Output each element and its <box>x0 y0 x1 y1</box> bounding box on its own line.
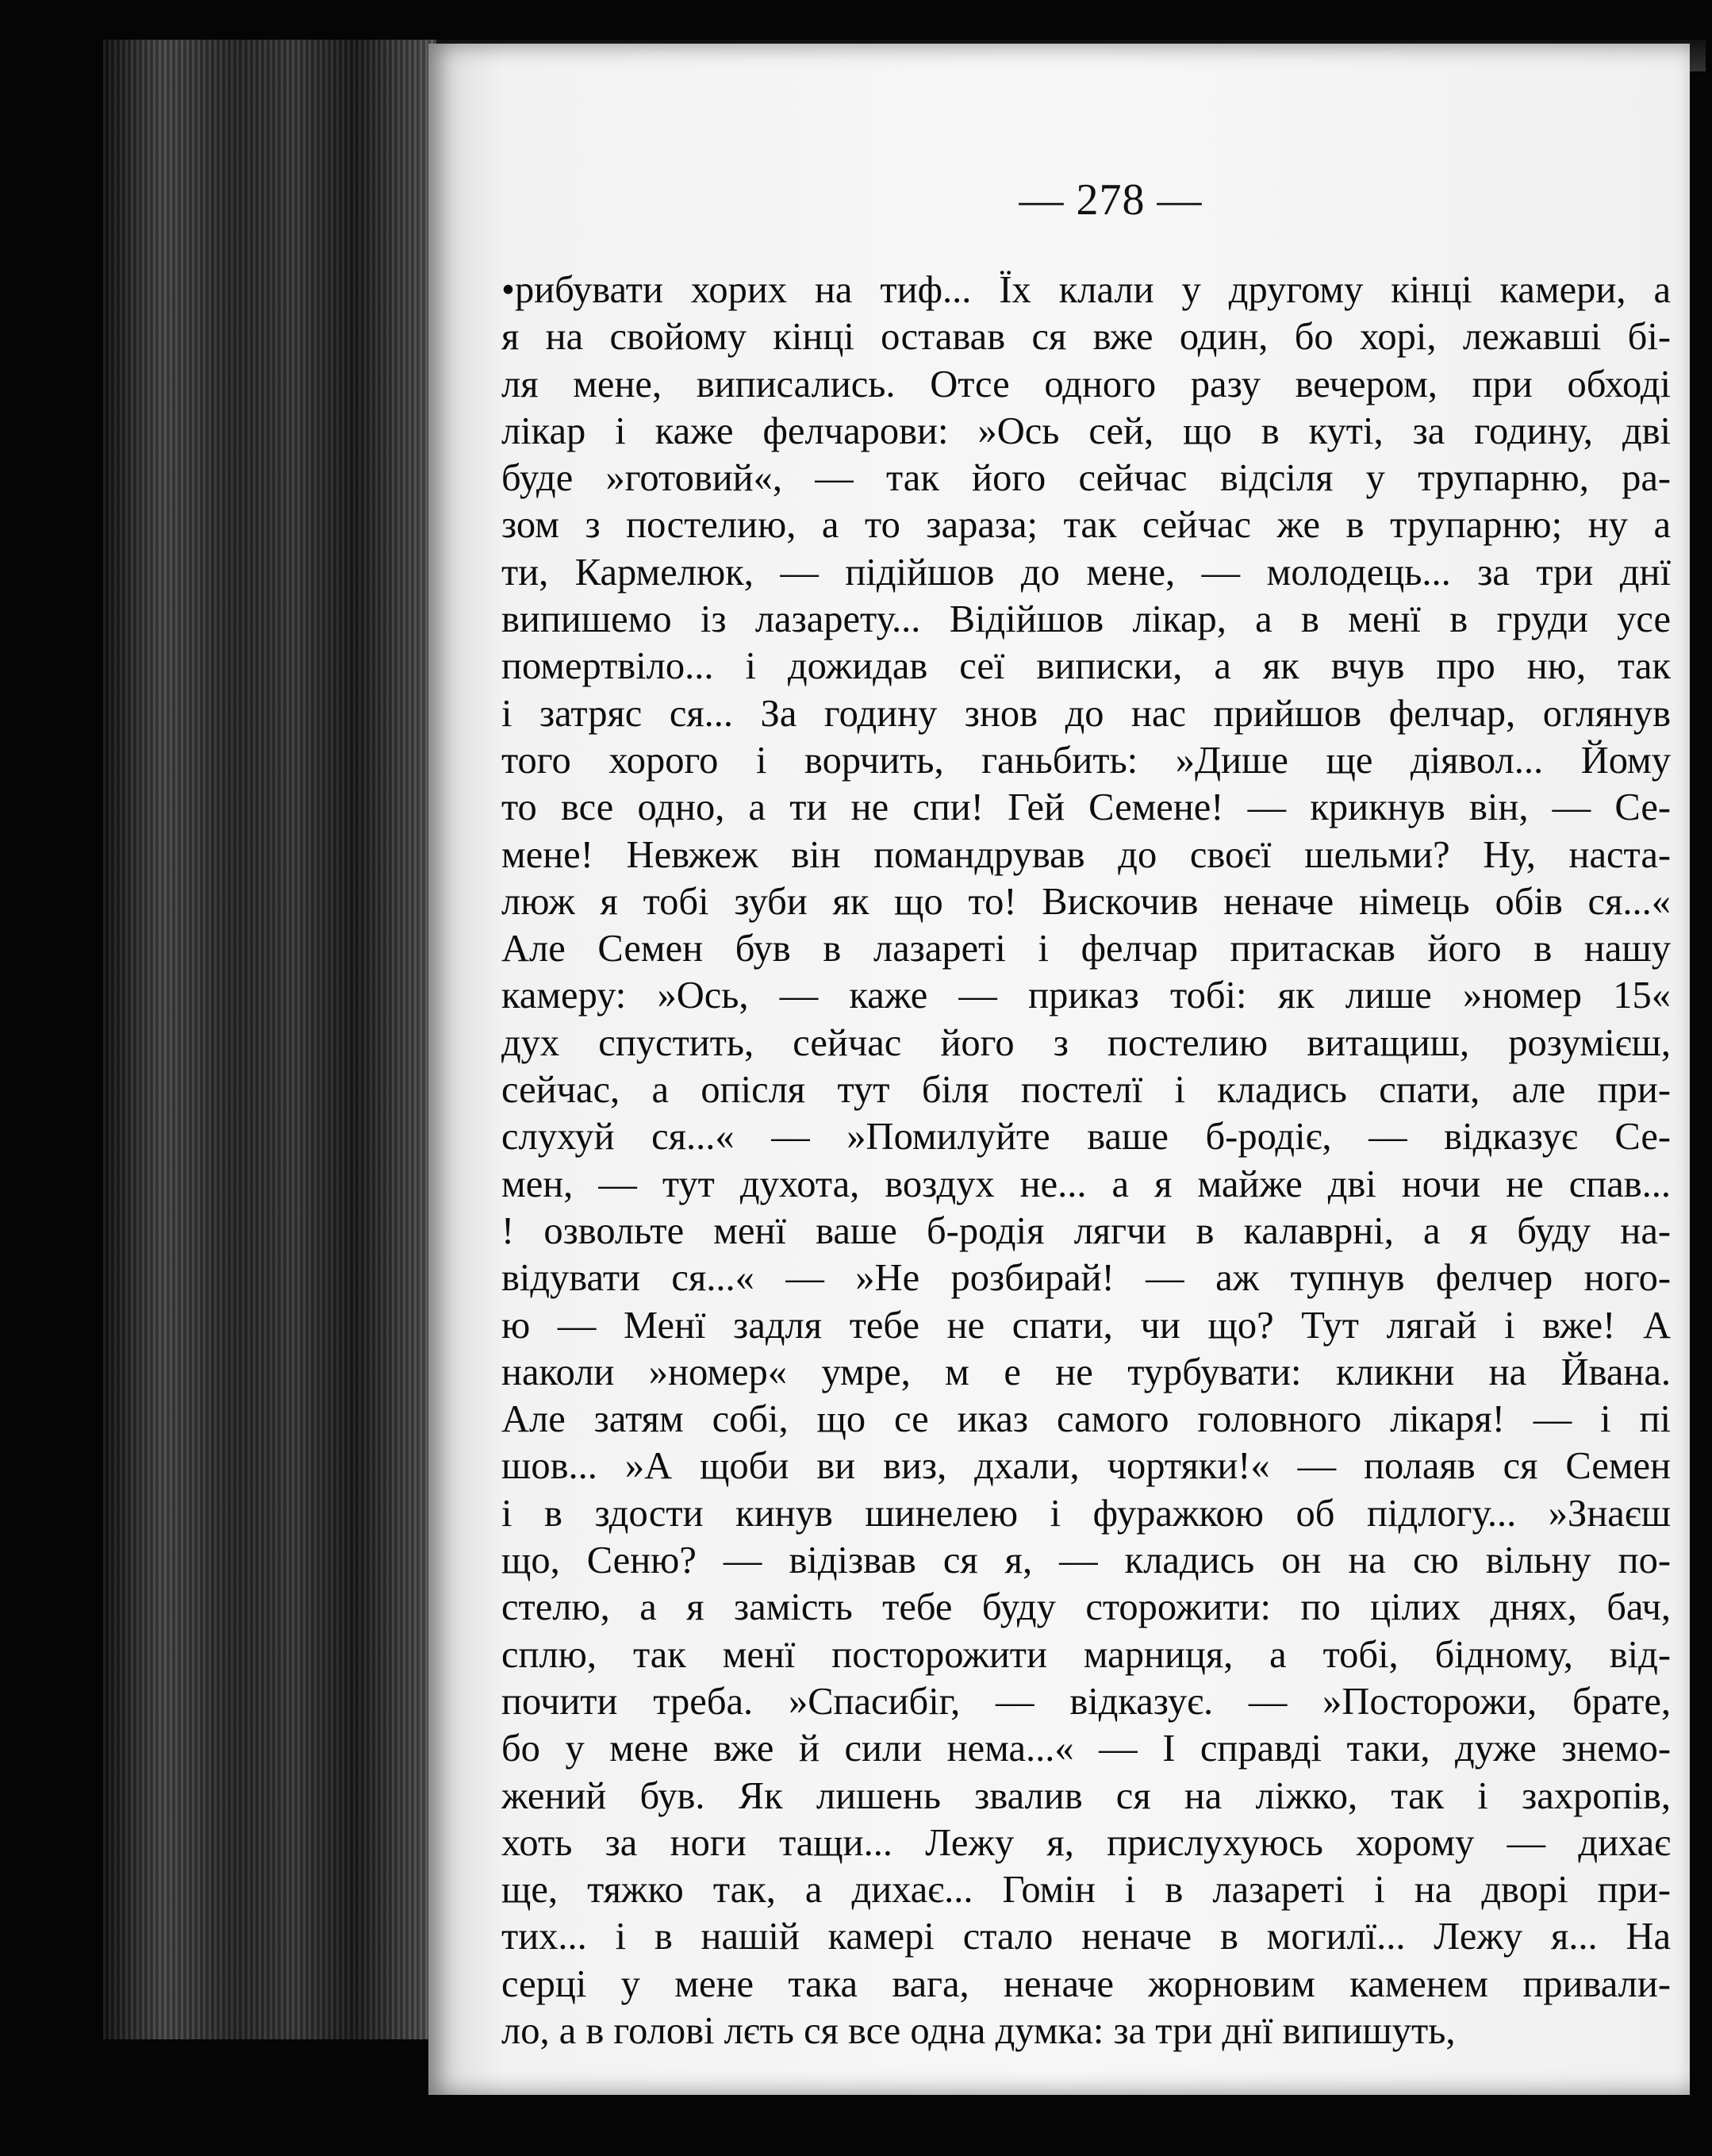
text-line: і в здости кинув шинелею і фуражкою об підлогу... »Знаєш <box>501 1492 1671 1535</box>
book-page-edges <box>103 40 436 2039</box>
text-line: камеру: »Ось, — каже — приказ тобі: як лише »номер 15« <box>501 974 1671 1017</box>
text-line: наколи »номер« умре, м е не турбувати: кликни на Йвана. <box>501 1351 1671 1393</box>
text-line: сплю, так менї посторожити марниця, а тобі, бідному, від- <box>501 1633 1671 1676</box>
text-line: відувати ся...« — »Не розбирай! — аж тупнув фелчер ного- <box>501 1257 1671 1300</box>
text-line: ло, а в голові лєть ся все одна думка: за три днї випишуть, <box>501 2009 1456 2052</box>
text-line: люж я тобі зуби як що то! Вискочив неначе німець обів ся...« <box>501 880 1671 923</box>
text-line: того хорого і ворчить, ганьбить: »Дише ще діявол... Йому <box>501 739 1671 782</box>
text-line: що, Сеню? — відізвав ся я, — кладись он на сю вільну по- <box>501 1539 1671 1582</box>
text-line: слухуй ся...« — »Помилуйте ваше б-родіє, — відказує Се- <box>501 1116 1671 1159</box>
text-line: і затряс ся... За годину знов до нас прийшов фелчар, оглянув <box>501 692 1671 735</box>
text-line: жений був. Як лишень звалив ся на ліжко, так і захропів, <box>501 1774 1671 1817</box>
text-line: почити треба. »Спасибіг, — відказує. — »Посторожи, брате, <box>501 1680 1671 1723</box>
text-line: то все одно, а ти не спи! Гей Семене! — крикнув він, — Се- <box>501 786 1671 829</box>
text-line: буде »готовий«, — так його сейчас відсіля у трупарню, ра- <box>501 457 1671 500</box>
text-line: стелю, а я замість тебе буду сторожити: по цілих днях, бач, <box>501 1586 1671 1629</box>
page-number: — 278 — <box>1019 175 1203 225</box>
text-line: зом з постелию, а то зараза; так сейчас же в трупарню; ну а <box>501 504 1671 547</box>
text-line: помертвіло... і дожидав сеї виписки, а як вчув про ню, так <box>501 645 1671 688</box>
text-line: мен, — тут духота, воздух не... а я майже дві ночи не спав... <box>501 1163 1671 1205</box>
text-line: ля мене, виписались. Отсе одного разу вечером, при обході <box>501 363 1671 405</box>
text-line: ю — Менї задля тебе не спати, чи що? Тут лягай і вже! А <box>501 1304 1671 1347</box>
text-line: шов... »А щоби ви виз, дхали, чортяки!« — полаяв ся Семен <box>501 1445 1671 1488</box>
text-line: Але Семен був в лазареті і фелчар притаскав його в нашу <box>501 928 1671 970</box>
text-line: хоть за ноги тащи... Лежу я, прислухуюсь хорому — дихає <box>501 1821 1671 1864</box>
text-line: тих... і в нашій камері стало неначе в могилї... Лежу я... На <box>501 1916 1671 1958</box>
text-line: сейчас, а опісля тут біля постелї і кладись спати, але при- <box>501 1069 1671 1112</box>
text-line: випишемо із лазарету... Відійшов лікар, а в менї в груди усе <box>501 598 1671 641</box>
text-line: серці у мене така вага, неначе жорновим каменем привали- <box>501 1962 1671 2005</box>
text-line: дух спустить, сейчас його з постелию витащиш, розумієш, <box>501 1021 1671 1064</box>
text-line: ти, Кармелюк, — підійшов до мене, — молодець... за три днї <box>501 551 1671 594</box>
text-line: мене! Невжеж він помандрував до своєї шельми? Ну, наста- <box>501 833 1671 876</box>
text-line: Але затям собі, що се иказ самого головного лікаря! — і пі <box>501 1398 1671 1441</box>
text-line: бо у мене вже й сили нема...« — І справді таки, дуже знемо- <box>501 1727 1671 1770</box>
text-line: ще, тяжко так, а дихає... Гомін і в лазареті і на дворі при- <box>501 1869 1671 1912</box>
text-line: я на свойому кінці оставав ся вже один, бо хорі, лежавші бі- <box>501 316 1671 359</box>
text-line: лікар і каже фелчарови: »Ось сей, що в куті, за годину, дві <box>501 409 1671 452</box>
text-line: •рибувати хорих на тиф... Їх клали у другому кінці камери, а <box>501 269 1671 311</box>
page-text <box>501 267 1671 2054</box>
text-line: ! озвольте менї ваше б-родія лягчи в калаврні, а я буду на- <box>501 1209 1671 1252</box>
